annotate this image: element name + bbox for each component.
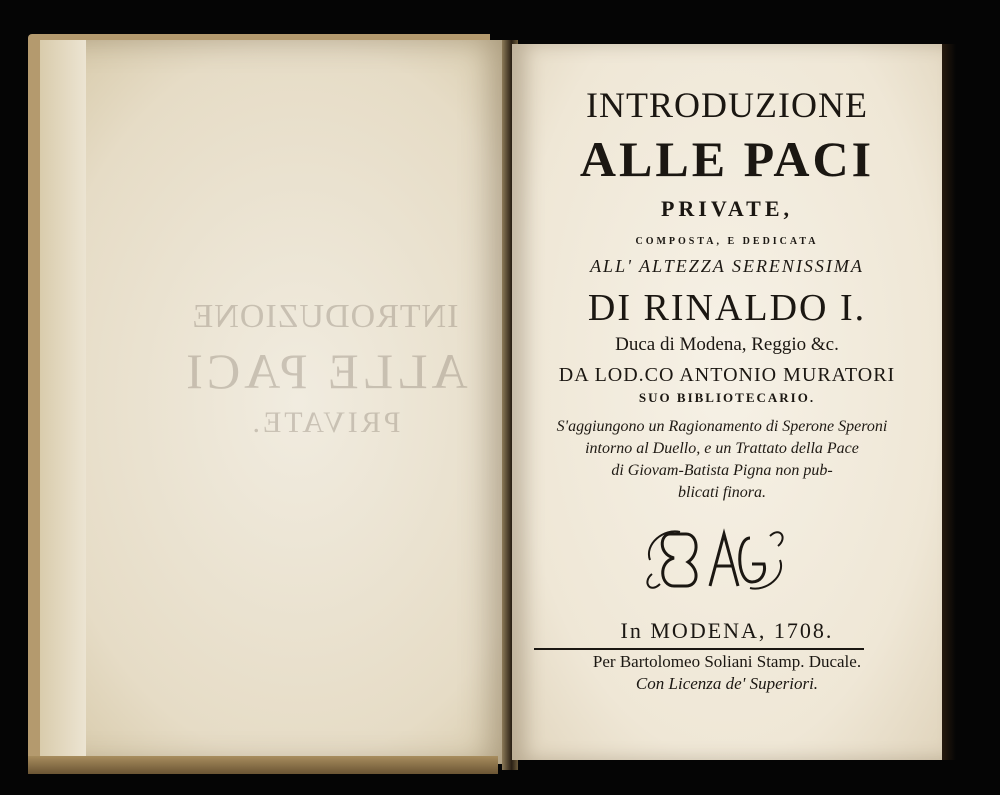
contents-note-line: di Giovam-Batista Pigna non pub-: [611, 462, 833, 479]
showthrough-line-2: ALLE PACI: [182, 343, 468, 399]
imprint-rule: [534, 648, 864, 650]
contents-note-line: blicati finora.: [678, 484, 766, 501]
title-line-2: ALLE PACI: [579, 131, 875, 187]
author-line: DA LOD.CO ANTONIO MURATORI: [558, 364, 896, 386]
dedication-to: ALL' ALTEZZA SERENISSIMA: [590, 256, 864, 276]
contents-note: [552, 416, 892, 504]
contents-note-line: S'aggiungono un Ragionamento di Sperone Speroni: [556, 418, 888, 435]
dedication-line: COMPOSTA, E DEDICATA: [635, 236, 819, 247]
dedicatee-title: Duca di Modena, Reggio &c.: [615, 334, 839, 355]
dedicatee-name: DI RINALDO I.: [587, 287, 867, 329]
title-line-3: PRIVATE,: [660, 196, 794, 221]
title-line-1: INTRODUZIONE: [586, 85, 868, 125]
left-page-edge: [40, 40, 86, 764]
showthrough-line-3: PRIVATE.: [249, 406, 401, 439]
left-page: [40, 40, 510, 764]
cover-bottom-edge: [28, 756, 498, 774]
author-role: SUO BIBLIOTECARIO.: [638, 390, 816, 405]
showthrough-line-1: INTRODUZIONE: [191, 298, 459, 335]
title-page: [512, 44, 942, 760]
imprint-place-date: In MODENA, 1708.: [620, 618, 834, 643]
printer-monogram-ornament-icon: [640, 524, 790, 596]
contents-note-line: intorno al Duello, e un Trattato della Pace: [585, 440, 859, 457]
imprint-printer: Per Bartolomeo Soliani Stamp. Ducale.: [592, 652, 862, 671]
imprint-license: Con Licenza de' Superiori.: [635, 674, 819, 693]
showthrough-text: [155, 298, 495, 440]
page-edge-shadow: [942, 44, 956, 760]
open-book: [28, 34, 978, 774]
